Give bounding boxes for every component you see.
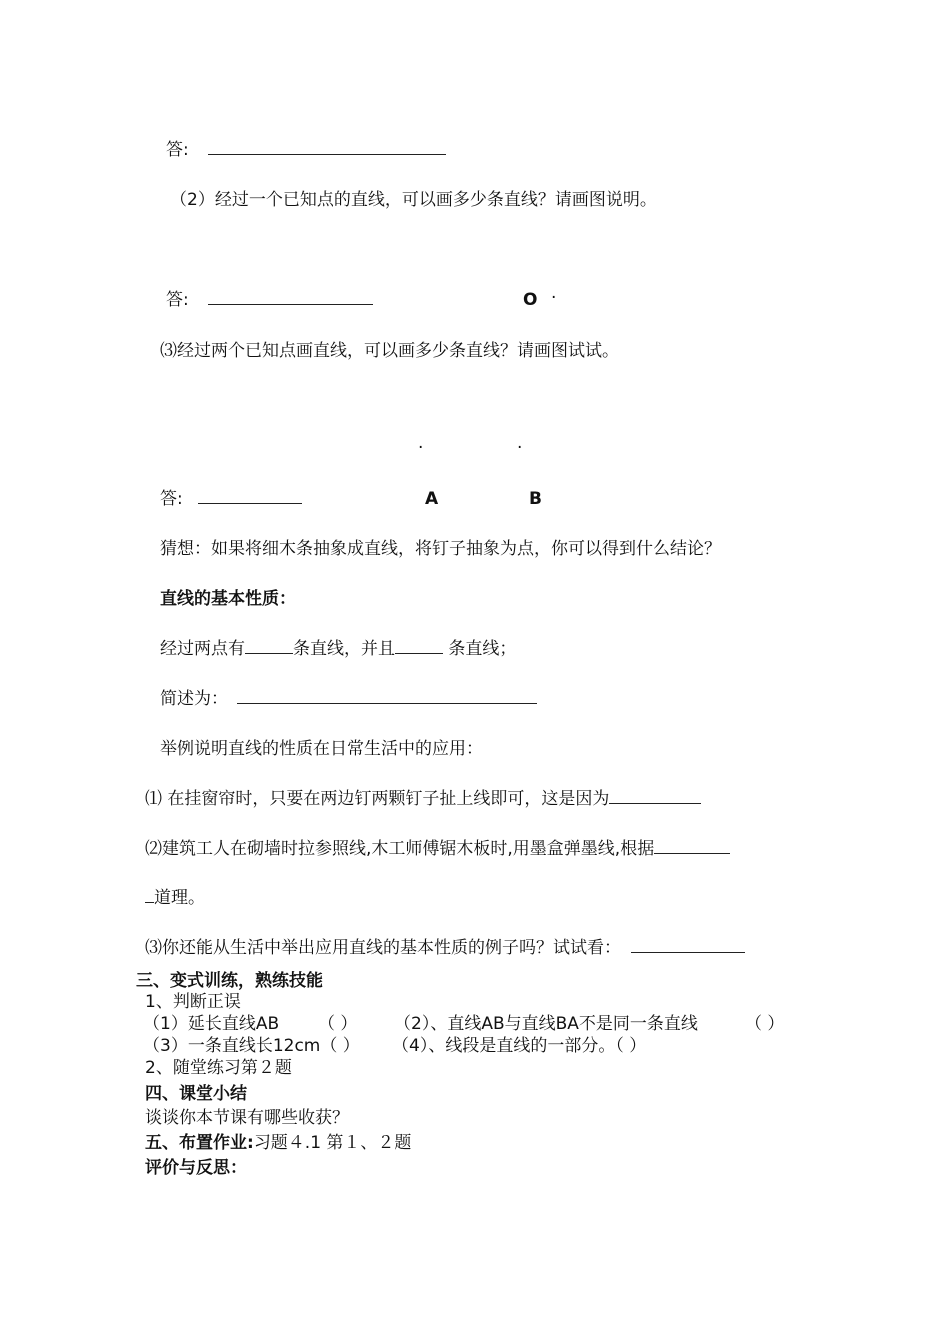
point-b-mark: · xyxy=(517,438,523,458)
example-1-blank xyxy=(609,789,701,804)
property-blank-2 xyxy=(395,639,443,654)
point-o-label: O xyxy=(523,290,538,310)
property-part2: 条直线，并且 xyxy=(293,639,395,659)
judge-1-paren: （ ） xyxy=(318,1014,358,1034)
example-3 xyxy=(145,937,745,959)
judge-2-paren: （ ） xyxy=(745,1014,785,1034)
reflection-heading: 评价与反思： xyxy=(145,1158,247,1178)
example-2-blank-cont xyxy=(145,888,154,903)
property-heading: 直线的基本性质： xyxy=(160,589,296,609)
q1-answer-line xyxy=(166,139,446,161)
property-line xyxy=(160,638,516,660)
example-1 xyxy=(145,788,701,810)
conjecture: 猜想：如果将细木条抽象成直线，将钉子抽象为点，你可以得到什么结论？ xyxy=(160,539,721,559)
judge-1: （1）延长直线AB xyxy=(143,1014,280,1034)
q1-answer-blank xyxy=(208,140,446,155)
section3-item1: 1、判断正误 xyxy=(145,992,241,1012)
examples-intro: 举例说明直线的性质在日常生活中的应用： xyxy=(160,739,483,759)
section5-text: 习题４.1 第１、２题 xyxy=(253,1133,412,1153)
section5-line xyxy=(145,1132,411,1154)
section5-heading: 五、布置作业: xyxy=(145,1133,254,1153)
q3-answer-blank xyxy=(198,489,302,504)
point-a-mark: · xyxy=(418,438,424,458)
point-a-label: A xyxy=(425,489,439,509)
example-3-text: ⑶你还能从生活中举出应用直线的基本性质的例子吗？试试看： xyxy=(145,938,621,958)
judge-3: （3）一条直线长12cm（ ） xyxy=(143,1036,360,1056)
example-2-text: ⑵建筑工人在砌墙时拉参照线,木工师傅锯木板时,用墨盒弹墨线,根据 xyxy=(145,839,655,859)
summary-line xyxy=(160,688,537,710)
example-1-text: ⑴ 在挂窗帘时，只要在两边钉两颗钉子扯上线即可，这是因为 xyxy=(145,789,610,809)
section3-heading: 三、变式训练，熟练技能 xyxy=(136,971,323,991)
point-b-label: B xyxy=(529,489,542,509)
example-2-cont-text: 道理。 xyxy=(154,888,205,908)
q2-question: （2）经过一个已知点的直线，可以画多少条直线？请画图说明。 xyxy=(170,190,657,210)
section3-item2: 2、随堂练习第２题 xyxy=(145,1058,292,1078)
property-blank-1 xyxy=(245,639,293,654)
example-3-blank xyxy=(631,938,745,953)
q2-answer-line xyxy=(166,289,373,311)
property-part3: 条直线； xyxy=(443,639,517,659)
example-2-blank xyxy=(654,839,730,854)
judge-2: （2）、直线AB与直线BA不是同一条直线 xyxy=(394,1014,698,1034)
point-o-mark: · xyxy=(551,288,557,308)
section4-text: 谈谈你本节课有哪些收获？ xyxy=(145,1108,349,1128)
property-part1: 经过两点有 xyxy=(160,639,245,659)
example-2 xyxy=(145,838,730,860)
summary-blank xyxy=(237,689,537,704)
q1-answer-prefix: 答: xyxy=(166,140,189,160)
q3-answer-prefix: 答: xyxy=(160,489,183,509)
q2-answer-prefix: 答: xyxy=(166,290,189,310)
q3-question: ⑶经过两个已知点画直线，可以画多少条直线？请画图试试。 xyxy=(160,341,619,361)
q2-answer-blank xyxy=(208,290,373,305)
example-2-continued xyxy=(145,887,205,909)
summary-prefix: 简述为： xyxy=(160,689,228,709)
section4-heading: 四、课堂小结 xyxy=(145,1084,247,1104)
q3-answer-line xyxy=(160,488,302,510)
judge-4: （4）、线段是直线的一部分。（ ） xyxy=(392,1036,647,1056)
